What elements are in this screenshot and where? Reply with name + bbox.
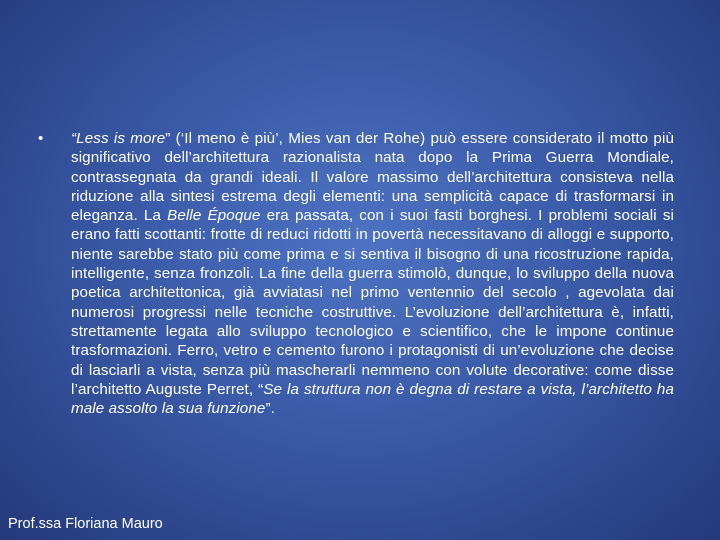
bullet-paragraph	[71, 129, 674, 418]
author-footer: Prof.ssa Floriana Mauro	[8, 516, 163, 532]
perret-quote: Se la struttura non è degna di restare a vista, l’architetto ha male assolto la sua funzione	[71, 380, 675, 418]
paragraph-body-1: ” (‘Il meno è più’, Mies van der Rohe) può essere considerato il motto più significativo dell’architettura razionalista nata dopo la Prima Guerra Mondiale, contrassegnata da grandi ideali. Il valore massimo dell’architettura consisteva nella riduzione alla sintesi estrema degli elementi: una semplicità capace di trasformarsi in eleganza. La	[71, 130, 674, 225]
bullet-marker: •	[38, 130, 44, 147]
paragraph-end: ”.	[265, 400, 275, 418]
quote-less-is-more: “Less is more	[71, 130, 166, 147]
belle-epoque-term: Belle Époque	[167, 207, 261, 225]
paragraph-body-2: era passata, con i suoi fasti borghesi. I problemi sociali si erano fatti scottanti: frotte di reduci ridotti in povertà necessitavano di alloggi e supporto, niente sarebbe stato più come prima e si sentiva il bisogno di una ricostruzione rapida, intelligente, senza fronzoli. La fine della guerra stimolò, dunque, lo sviluppo della nuova poetica architettonica, già avviatasi nel primo ventennio del secolo , agevolata dai numerosi progressi nelle tecniche costruttive. L’evoluzione dell’architettura è, infatti, strettamente legata allo sviluppo tecnologico e scientifico, che le impone continue trasformazioni. Ferro, vetro e cemento furono i protagonisti di un’evoluzione che decise di lasciarli a vista, senza più mascherarli nemmeno con volute decorative: come disse l’architetto Auguste Perret, “	[71, 207, 674, 398]
